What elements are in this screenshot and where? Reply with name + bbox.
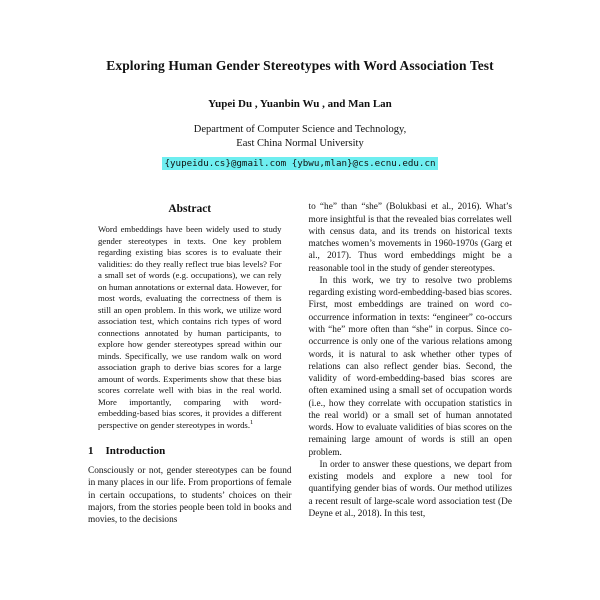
author-list: Yupei Du , Yuanbin Wu , and Man Lan [208, 98, 392, 110]
emails-line [0, 158, 600, 169]
right-column [309, 201, 513, 526]
section-heading-introduction [88, 445, 292, 457]
abstract-body: Word embeddings have been widely used to study gender stereotypes in texts. One key problem regarding existing bias scores is to evaluate their validities: do they really reflect true bias levels? For a small set of words (e.g. occupations), we can rely on human annotations or external data. However, for most words, evaluating the correctness of them is still an open problem. In this work, we utilize word association test, which contains rich types of word connections annotated by human participants, to explore how gender stereotypes spread within our minds. Specifically, we use random walk on word association graph to derive bias scores for a large amount of words. Experiments show that these bias scores correlate well with bias in the real world. More importantly, comparing with word-embedding-based bias scores, it provides a different perspective on gender stereotypes in words. [98, 224, 282, 430]
affiliation [0, 123, 600, 151]
email-link[interactable]: {yupeidu.cs}@gmail.com {ybwu,mlan}@cs.ecnu.edu.cn [164, 158, 436, 170]
right-paragraph-2: In this work, we try to resolve two problems regarding existing word-embedding-based bias scores. First, most embeddings are trained on word co-occurrence information in texts: “engineer” co-occurs with “he” more often than “she” in corpus. Since co-occurrence is only one of the various relations among words, it is natural to ask whether other types of relations can also reflect gender bias. Second, the validity of word-embedding-based bias scores are often examined using a small set of occupation words (i.e., how they correlate with occupation statistics in the real world) or a small set of human annotated words. How to evaluate validities of bias scores on the remaining large amount of words is still an open problem. [308, 275, 512, 458]
section-title: Introduction [105, 445, 166, 458]
introduction-paragraph: Consciously or not, gender stereotypes can be found in many places in our life. From proportions of female in certain occupations, to students’ choices on their majors, from the stories people been told in books and movies, to the decisions [88, 466, 292, 526]
paper-header [0, 0, 600, 169]
abstract-text [88, 224, 292, 431]
abstract-heading: Abstract [168, 203, 212, 216]
two-column-body [0, 201, 600, 526]
section-number: 1 [88, 445, 94, 458]
introduction-text [88, 465, 292, 526]
affiliation-line-2: East China Normal University [236, 138, 364, 150]
paper-title: Exploring Human Gender Stereotypes with Word Association Test [106, 58, 494, 73]
footnote-marker: 1 [250, 418, 254, 426]
right-paragraph-3: In order to answer these questions, we depart from existing models and explore a new tool for quantifying gender bias of words. Our method utilizes a recent result of large-scale word association test (De Deyne et al., 2018). In this test, [308, 459, 512, 519]
right-paragraph-1: to “he” than “she” (Bolukbasi et al., 2016). What’s more insightful is that the revealed bias correlates well with census data, and its trends on historical texts matches women’s movements in 1960-1970s (Garg et al., 2017). Thus word embeddings might be a reasonable tool in the study of gender stereotypes. [308, 202, 512, 274]
left-column [88, 201, 292, 526]
affiliation-line-1: Department of Computer Science and Technology, [193, 124, 407, 135]
